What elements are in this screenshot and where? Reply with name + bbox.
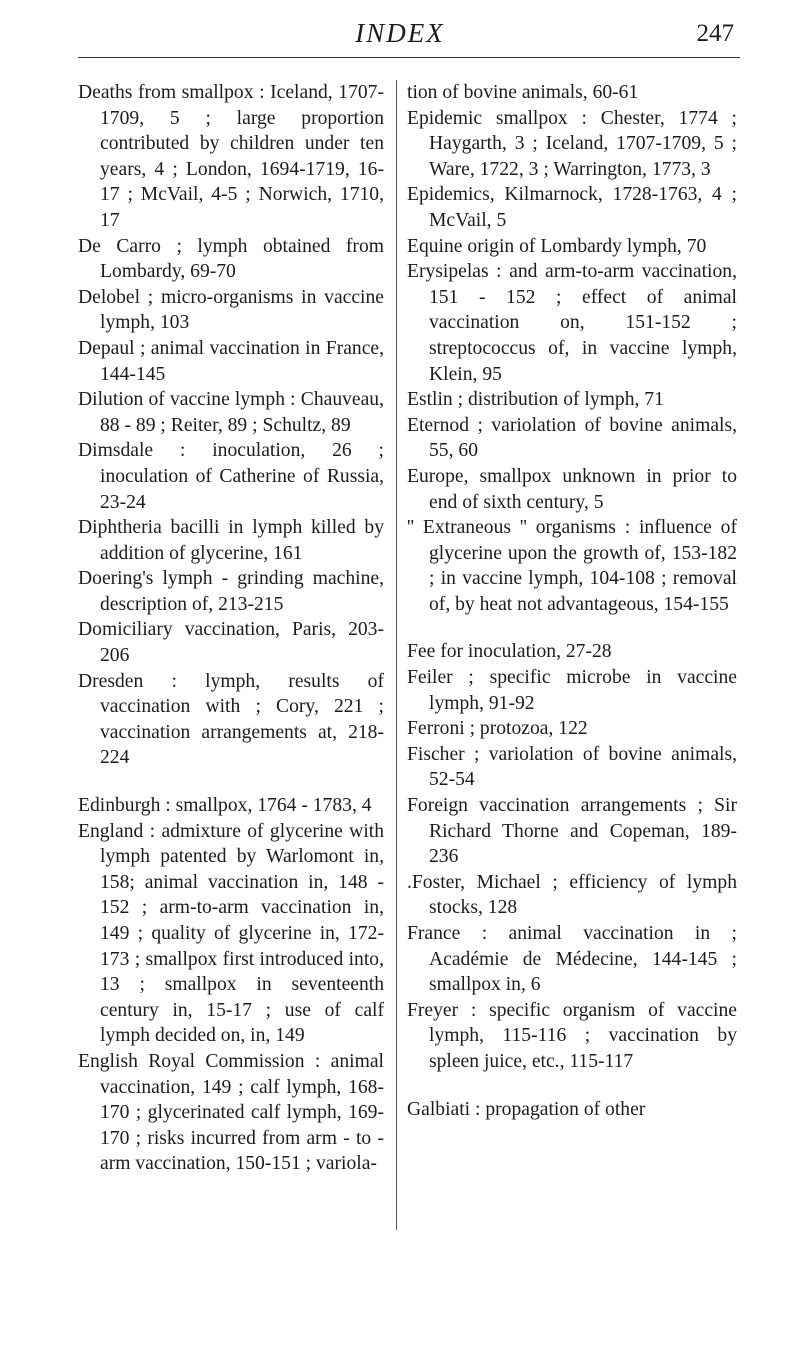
index-entry: English Royal Commission : animal vaccination, 149 ; calf lymph, 168-170 ; glycerinated calf lymph, 169-170 ; risks incurred from arm - to - arm vaccination, 150-151 ; variola- [78, 1050, 384, 1175]
index-entry: Edinburgh : smallpox, 1764 - 1783, 4 [78, 795, 372, 817]
column-divider [396, 80, 397, 1230]
index-entry: Epidemics, Kilmarnock, 1728-1763, 4 ; McVail, 5 [407, 184, 737, 231]
index-entry: Dresden : lymph, results of vaccination with ; Cory, 221 ; vaccination arrangements at, 218-224 [78, 670, 384, 769]
index-column-right [407, 80, 737, 1122]
index-entry: Delobel ; micro-organisms in vaccine lymph, 103 [78, 286, 384, 334]
index-entry: England : admixture of glycerine with lymph patented by Warlomont in, 158; animal vaccination in, 148 - 152 ; arm-to-arm vaccination in, 149 ; quality of glycerine in, 172-173 ; smallpox first introduced into, 13 ; smallpox in seventeenth century in, 15-17 ; use of calf lymph decided on, in, 149 [78, 820, 384, 1047]
index-entry: Doering's lymph - grinding machine, description of, 213-215 [78, 568, 384, 615]
index-entry: Deaths from smallpox : Iceland, 1707-1709, 5 ; large proportion contributed by children under ten years, 4 ; London, 1694-1719, 16-17 ; McVail, 4-5 ; Norwich, 1710, 17 [78, 82, 384, 231]
index-column-left [78, 80, 384, 1177]
index-entry: Erysipelas : and arm-to-arm vaccination, 151 - 152 ; effect of animal vaccination on, 151-152 ; streptococcus of, in vaccine lymph, Klein, 95 [407, 261, 737, 385]
index-entry: Ferroni ; protozoa, 122 [407, 718, 588, 740]
index-entry: Foreign vaccination arrangements ; Sir Richard Thorne and Copeman, 189-236 [407, 795, 737, 868]
index-entry: .Foster, Michael ; efficiency of lymph stocks, 128 [407, 871, 737, 919]
page-header [0, 12, 800, 52]
index-entry: Dilution of vaccine lymph : Chauveau, 88 - 89 ; Reiter, 89 ; Schultz, 89 [78, 389, 384, 436]
index-entry: De Carro ; lymph obtained from Lombardy, 69-70 [78, 235, 384, 283]
index-entry: Dimsdale : inoculation, 26 ; inoculation of Catherine of Russia, 23-24 [78, 440, 384, 513]
index-entry: Depaul ; animal vaccination in France, 144-145 [78, 337, 384, 385]
header-rule [78, 57, 740, 58]
index-entry: tion of bovine animals, 60-61 [407, 82, 639, 103]
running-title: INDEX [355, 18, 445, 48]
index-entry: France : animal vaccination in ; Académie de Médecine, 144-145 ; smallpox in, 6 [407, 923, 737, 996]
index-entry: Feiler ; specific microbe in vaccine lymph, 91-92 [407, 667, 737, 714]
index-entry: Europe, smallpox unknown in prior to end of sixth century, 5 [407, 465, 737, 513]
index-entry: Galbiati : propagation of other [407, 1098, 646, 1120]
index-entry: Domiciliary vaccination, Paris, 203-206 [78, 619, 384, 667]
index-entry: Fee for inoculation, 27-28 [407, 641, 612, 663]
page-number: 247 [696, 20, 734, 47]
index-entry: Fischer ; variolation of bovine animals, 52-54 [407, 743, 737, 791]
index-entry: Freyer : specific organism of vaccine lymph, 115-116 ; vaccination by spleen juice, etc., 115-117 [407, 999, 737, 1072]
index-entry: '' Extraneous '' organisms : influence of glycerine upon the growth of, 153-182 ; in vaccine lymph, 104-108 ; removal of, by heat not advantageous, 154-155 [407, 517, 737, 615]
index-entry: Diphtheria bacilli in lymph killed by addition of glycerine, 161 [78, 517, 384, 564]
index-entry: Equine origin of Lombardy lymph, 70 [407, 235, 707, 257]
index-entry: Estlin ; distribution of lymph, 71 [407, 389, 664, 411]
index-entry: Epidemic smallpox : Chester, 1774 ; Haygarth, 3 ; Iceland, 1707-1709, 5 ; Ware, 1722, 3 ; Warrington, 1773, 3 [407, 107, 737, 180]
index-entry: Eternod ; variolation of bovine animals, 55, 60 [407, 414, 737, 462]
